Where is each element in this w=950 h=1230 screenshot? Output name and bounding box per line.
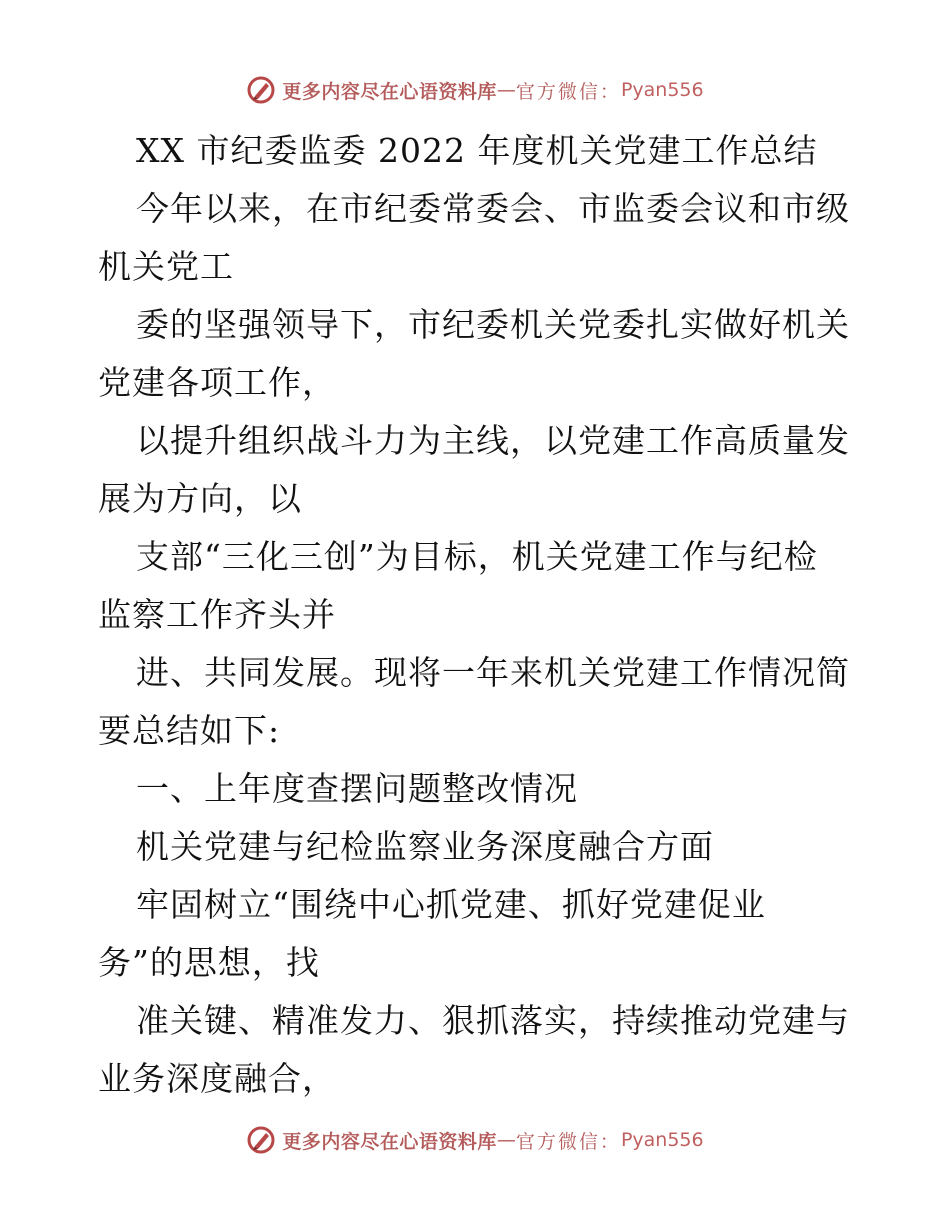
paragraph-line: 机关党工 (98, 247, 234, 286)
paragraph-line: 要总结如下: (98, 711, 281, 750)
paragraph-line: 今年以来，在市纪委常委会、市监委会议和市级 (136, 189, 850, 228)
watermark-id: Pyan556 (620, 1129, 704, 1151)
pen-logo-icon (246, 75, 276, 105)
paragraph-line: 监察工作齐头并 (98, 595, 336, 634)
paragraph-line: 委的坚强领导下，市纪委机关党委扎实做好机关 (136, 305, 850, 344)
pen-logo-icon (246, 1125, 276, 1155)
paragraph-line: 牢固树立“围绕中心抓党建、抓好党建促业 (136, 885, 766, 924)
paragraph-line: 以提升组织战斗力为主线，以党建工作高质量发 (136, 421, 850, 460)
watermark-dash: — (496, 79, 516, 101)
watermark-header (0, 70, 950, 110)
paragraph-line: 党建各项工作， (98, 363, 336, 402)
watermark-text: 更多内容尽在心语资料库 (282, 1130, 497, 1153)
section-heading: 一、上年度查摆问题整改情况 (136, 769, 578, 808)
paragraph-line: 进、共同发展。现将一年来机关党建工作情况简 (136, 653, 850, 692)
watermark-text: 更多内容尽在心语资料库 (282, 80, 497, 103)
watermark-label: 官方微信： (515, 80, 621, 103)
paragraph-line: 务”的思想，找 (98, 943, 320, 982)
watermark-label: 官方微信： (515, 1130, 621, 1153)
paragraph-line: 准关键、精准发力、狠抓落实，持续推动党建与 (136, 1001, 850, 1040)
paragraph-line: 支部“三化三创”为目标，机关党建工作与纪检 (136, 537, 818, 576)
paragraph-line: 展为方向，以 (98, 479, 302, 518)
paragraph-line: 业务深度融合， (98, 1059, 336, 1098)
watermark-footer (0, 1120, 950, 1160)
document-title: XX 市纪委监委 2022 年度机关党建工作总结 (136, 131, 818, 170)
watermark-dash: — (496, 1129, 516, 1151)
watermark-id: Pyan556 (620, 79, 704, 101)
subsection-heading: 机关党建与纪检监察业务深度融合方面 (136, 827, 714, 866)
document-body (98, 122, 858, 1108)
